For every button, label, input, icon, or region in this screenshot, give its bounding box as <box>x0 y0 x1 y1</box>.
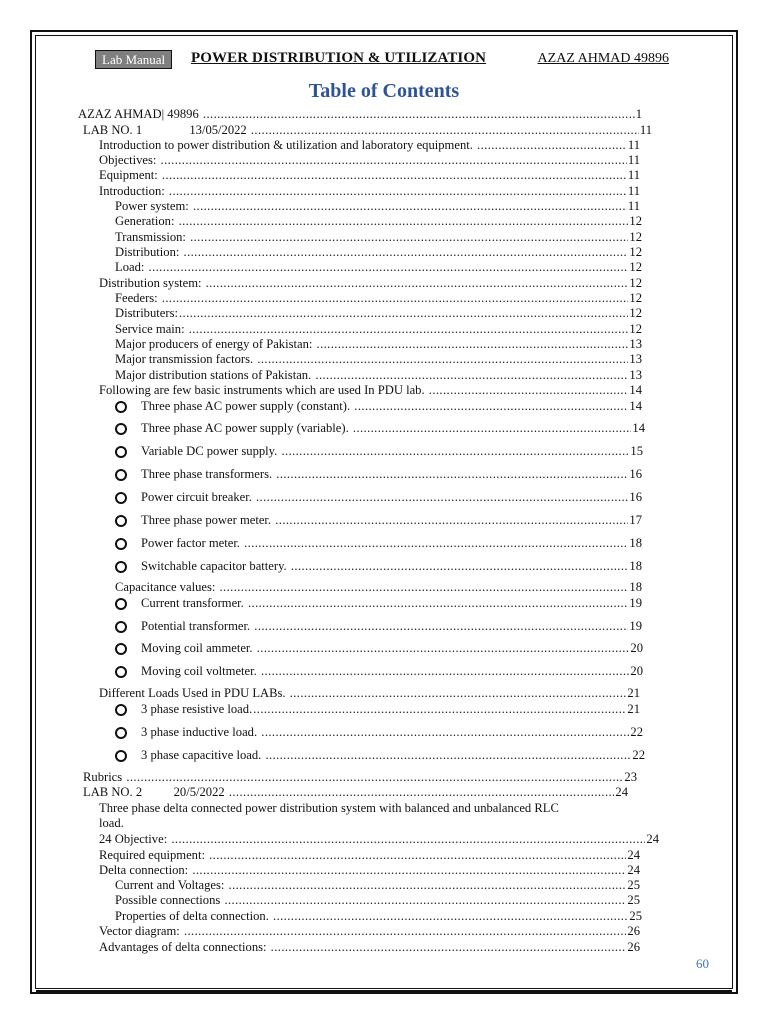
toc-entry-page: 12 <box>629 276 642 290</box>
toc-entry-title: Service main: <box>115 322 188 336</box>
toc-entry-title: Three phase power meter. <box>141 513 275 527</box>
toc-entry-page: 18 <box>629 580 642 594</box>
toc-entry-title: Three phase transformers. <box>141 467 276 481</box>
toc-entry[interactable] <box>115 245 642 261</box>
toc-entry-title: Variable DC power supply. <box>141 444 281 458</box>
toc-entry-page: 12 <box>629 291 642 305</box>
toc-entry-title: Major producers of energy of Pakistan: <box>115 337 316 351</box>
toc-entry[interactable] <box>115 619 642 635</box>
dot-leader <box>126 770 623 785</box>
toc-entry-page: 19 <box>629 596 642 610</box>
toc-entry[interactable] <box>99 801 700 817</box>
dot-leader <box>257 641 630 656</box>
toc-entry-page: 25 <box>627 878 640 892</box>
circle-bullet-icon <box>115 423 127 435</box>
toc-entry-title: Introduction to power distribution & utilization and laboratory equipment. <box>99 138 477 152</box>
toc-entry[interactable] <box>115 306 642 322</box>
dot-leader <box>477 138 627 153</box>
toc-entry[interactable] <box>99 848 640 864</box>
toc-entry[interactable] <box>115 664 643 680</box>
circle-bullet-icon <box>115 515 127 527</box>
circle-bullet-icon <box>115 561 127 573</box>
toc-entry-page: 12 <box>629 260 642 274</box>
dot-leader <box>281 444 629 459</box>
toc-entry[interactable] <box>78 107 642 123</box>
page-header <box>95 50 675 70</box>
toc-entry[interactable] <box>99 940 640 956</box>
toc-entry-title: Current and Voltages: <box>115 878 228 892</box>
toc-entry[interactable] <box>115 214 642 230</box>
toc-entry-page: 12 <box>629 322 642 336</box>
dot-leader <box>265 748 631 763</box>
circle-bullet-icon <box>115 401 127 413</box>
toc-entry[interactable] <box>115 725 643 741</box>
toc-entry-page: 25 <box>627 893 640 907</box>
dot-leader <box>317 337 629 352</box>
toc-entry-title: 3 phase inductive load. <box>141 725 261 739</box>
toc-entry[interactable] <box>115 641 643 657</box>
dot-leader <box>189 322 629 337</box>
toc-entry-title: Switchable capacitor battery. <box>141 559 290 573</box>
toc-entry-page: 23 <box>624 770 637 784</box>
toc-entry[interactable] <box>99 816 700 832</box>
dot-leader <box>261 725 629 740</box>
bottom-rule <box>36 990 732 993</box>
toc-entry-title: Delta connection: <box>99 863 192 877</box>
toc-entry-page: 11 <box>627 199 640 213</box>
toc-entry[interactable] <box>99 924 640 940</box>
toc-entry-title: Equipment: <box>99 168 161 182</box>
toc-entry[interactable] <box>115 878 640 894</box>
circle-bullet-icon <box>115 643 127 655</box>
toc-entry-page: 22 <box>630 725 643 739</box>
toc-entry-title: Moving coil voltmeter. <box>141 664 260 678</box>
dot-leader <box>273 909 628 924</box>
toc-entry[interactable] <box>99 184 640 200</box>
toc-entry-page: 11 <box>627 168 640 182</box>
dot-leader <box>257 352 628 367</box>
toc-entry-title: Vector diagram: <box>99 924 183 938</box>
toc-entry-title: AZAZ AHMAD| 49896 <box>78 107 202 121</box>
toc-entry-title: Properties of delta connection. <box>115 909 273 923</box>
toc-entry-title: Introduction: <box>99 184 168 198</box>
toc-entry-title: Major transmission factors. <box>115 352 257 366</box>
toc-entry-title: Three phase AC power supply (variable). <box>141 421 352 435</box>
toc-entry[interactable] <box>115 322 642 338</box>
dot-leader <box>179 214 629 229</box>
toc-entry[interactable] <box>99 686 640 702</box>
dot-leader <box>353 421 632 436</box>
toc-entry[interactable] <box>115 596 642 612</box>
dot-leader <box>229 785 615 800</box>
toc-entry-page: 12 <box>629 245 642 259</box>
circle-bullet-icon <box>115 492 127 504</box>
toc-entry[interactable] <box>115 467 642 483</box>
dot-leader <box>184 924 626 939</box>
toc-entry-title: Power circuit breaker. <box>141 490 255 504</box>
toc-entry-title: Power system: <box>115 199 192 213</box>
toc-entry-title: Different Loads Used in PDU LABs. <box>99 686 289 700</box>
toc-entry-page: 11 <box>627 153 640 167</box>
toc-entry[interactable] <box>83 123 652 139</box>
toc-entry[interactable] <box>115 490 642 506</box>
toc-entry-title: Following are few basic instruments which are used In PDU lab. <box>99 383 428 397</box>
toc-entry-page: 11 <box>639 123 652 137</box>
toc-entry[interactable] <box>115 352 642 368</box>
toc-entry-page: 20 <box>630 641 643 655</box>
toc-entry[interactable] <box>115 893 640 909</box>
toc-entry-title: Generation: <box>115 214 178 228</box>
circle-bullet-icon <box>115 727 127 739</box>
toc-entry-title: Major distribution stations of Pakistan. <box>115 368 315 382</box>
toc-entry-page: 11 <box>627 184 640 198</box>
dot-leader <box>184 245 629 260</box>
toc-entry-page: 14 <box>629 399 642 413</box>
dot-leader <box>315 368 628 383</box>
toc-entry-page: 17 <box>629 513 642 527</box>
toc-entry-title: Distributers: <box>115 306 178 320</box>
dot-leader <box>192 863 626 878</box>
toc-entry[interactable] <box>115 199 640 215</box>
dot-leader <box>276 467 628 482</box>
dot-leader <box>224 893 626 908</box>
toc-entry[interactable] <box>99 153 640 169</box>
dot-leader <box>206 276 629 291</box>
toc-entry[interactable] <box>83 770 637 786</box>
toc-entry-title: 24 Objective: <box>99 832 171 846</box>
toc-entry-page: 12 <box>629 214 642 228</box>
toc-entry-title: load. <box>99 816 127 830</box>
toc-entry[interactable] <box>115 748 645 764</box>
toc-entry-title: Distribution system: <box>99 276 205 290</box>
circle-bullet-icon <box>115 704 127 716</box>
toc-entry-page: 13 <box>629 352 642 366</box>
toc-entry[interactable] <box>115 368 642 384</box>
dot-leader <box>253 702 626 717</box>
dot-leader <box>193 199 627 214</box>
toc-entry[interactable] <box>99 383 642 399</box>
toc-entry[interactable] <box>99 276 642 292</box>
toc-entry-title: Capacitance values: <box>115 580 219 594</box>
toc-entry-page: 25 <box>629 909 642 923</box>
toc-entry-page: 21 <box>627 702 640 716</box>
toc-entry[interactable] <box>115 421 645 437</box>
header-title: POWER DISTRIBUTION & UTILIZATION <box>191 50 487 66</box>
toc-entry[interactable] <box>83 785 628 801</box>
toc-entry-page: 20 <box>630 664 643 678</box>
toc-entry-title: Potential transformer. <box>141 619 254 633</box>
toc-entry[interactable] <box>115 291 642 307</box>
toc-entry-title: Advantages of delta connections: <box>99 940 270 954</box>
toc-entry-title: Three phase delta connected power distribution system with balanced and unbalanced RLC <box>99 801 559 815</box>
dot-leader <box>220 580 629 595</box>
toc-entry-title: 3 phase resistive load. <box>141 702 253 716</box>
header-author: AZAZ AHMAD 49896 <box>537 51 669 66</box>
toc-entry-page: 24 <box>646 832 659 846</box>
toc-entry-page: 14 <box>632 421 645 435</box>
toc-entry[interactable] <box>99 863 640 879</box>
circle-bullet-icon <box>115 621 127 633</box>
dot-leader <box>291 559 629 574</box>
toc-entry-page: 13 <box>629 368 642 382</box>
toc-entry[interactable] <box>115 444 643 460</box>
toc-entry-title: Rubrics <box>83 770 126 784</box>
toc-entry-page: 14 <box>629 383 642 397</box>
toc-entry-page: 24 <box>627 863 640 877</box>
dot-leader <box>275 513 628 528</box>
toc-entry[interactable] <box>115 559 642 575</box>
dot-leader <box>354 399 628 414</box>
circle-bullet-icon <box>115 446 127 458</box>
toc-entry[interactable] <box>115 702 640 718</box>
toc-entry[interactable] <box>115 399 642 415</box>
toc-entry-page: 16 <box>629 490 642 504</box>
toc-entry-page: 26 <box>627 940 640 954</box>
toc-entry-page: 21 <box>627 686 640 700</box>
toc-entry-page: 1 <box>635 107 642 121</box>
toc-entry[interactable] <box>115 580 642 596</box>
circle-bullet-icon <box>115 666 127 678</box>
toc-entry-title: Objectives: <box>99 153 160 167</box>
toc-entry-title: Transmission: <box>115 230 190 244</box>
toc-entry-page: 19 <box>629 619 642 633</box>
lab-manual-badge: Lab Manual <box>95 50 172 69</box>
dot-leader <box>256 490 628 505</box>
toc-entry-page: 24 <box>627 848 640 862</box>
dot-leader <box>162 168 627 183</box>
toc-entry-page: 16 <box>629 467 642 481</box>
toc-entry-title: Required equipment: <box>99 848 209 862</box>
toc-entry-page: 18 <box>629 559 642 573</box>
toc-entry[interactable] <box>115 230 642 246</box>
toc-entry-page: 24 <box>615 785 628 799</box>
toc-entry-page: 12 <box>629 306 642 320</box>
dot-leader <box>254 619 628 634</box>
toc-entry-title: Moving coil ammeter. <box>141 641 256 655</box>
toc-entry-title: 3 phase capacitive load. <box>141 748 265 762</box>
toc-entry-title: Power factor meter. <box>141 536 244 550</box>
dot-leader <box>179 306 628 321</box>
toc-entry-title: LAB NO. 2 20/5/2022 <box>83 785 228 799</box>
toc-entry-page: 12 <box>629 230 642 244</box>
dot-leader <box>271 940 627 955</box>
dot-leader <box>244 536 628 551</box>
circle-bullet-icon <box>115 598 127 610</box>
toc-entry-title: LAB NO. 1 13/05/2022 <box>83 123 250 137</box>
dot-leader <box>171 832 645 847</box>
toc-title: Table of Contents <box>308 80 460 102</box>
toc-entry[interactable] <box>115 909 642 925</box>
dot-leader <box>169 184 627 199</box>
dot-leader <box>190 230 628 245</box>
toc-entry-title: Feeders: <box>115 291 161 305</box>
dot-leader <box>229 878 627 893</box>
toc-entry-page: 26 <box>627 924 640 938</box>
toc-entry-page: 13 <box>629 337 642 351</box>
toc-entry[interactable] <box>99 168 640 184</box>
toc-entry[interactable] <box>115 536 642 552</box>
dot-leader <box>149 260 629 275</box>
circle-bullet-icon <box>115 469 127 481</box>
toc-entry[interactable] <box>115 337 642 353</box>
page-number: 60 <box>696 956 709 971</box>
toc-entry-title: Possible connections <box>115 893 224 907</box>
toc-entry-page: 11 <box>627 138 640 152</box>
toc-entry[interactable] <box>115 513 642 529</box>
toc-entry-title: Distribution: <box>115 245 183 259</box>
dot-leader <box>290 686 627 701</box>
toc-entry-title: Load: <box>115 260 148 274</box>
toc-entry-page: 18 <box>629 536 642 550</box>
dot-leader <box>251 123 639 138</box>
circle-bullet-icon <box>115 750 127 762</box>
circle-bullet-icon <box>115 538 127 550</box>
toc-entry[interactable] <box>99 138 640 154</box>
dot-leader <box>248 596 628 611</box>
dot-leader <box>161 153 627 168</box>
toc-entry-page: 15 <box>630 444 643 458</box>
dot-leader <box>162 291 629 306</box>
toc-entry[interactable] <box>99 832 659 848</box>
toc-entry[interactable] <box>115 260 642 276</box>
toc-entry-page: 22 <box>632 748 645 762</box>
dot-leader <box>261 664 629 679</box>
toc-entry-title: Current transformer. <box>141 596 247 610</box>
dot-leader <box>429 383 629 398</box>
toc-entry-title: Three phase AC power supply (constant). <box>141 399 354 413</box>
dot-leader <box>203 107 635 122</box>
dot-leader <box>209 848 626 863</box>
